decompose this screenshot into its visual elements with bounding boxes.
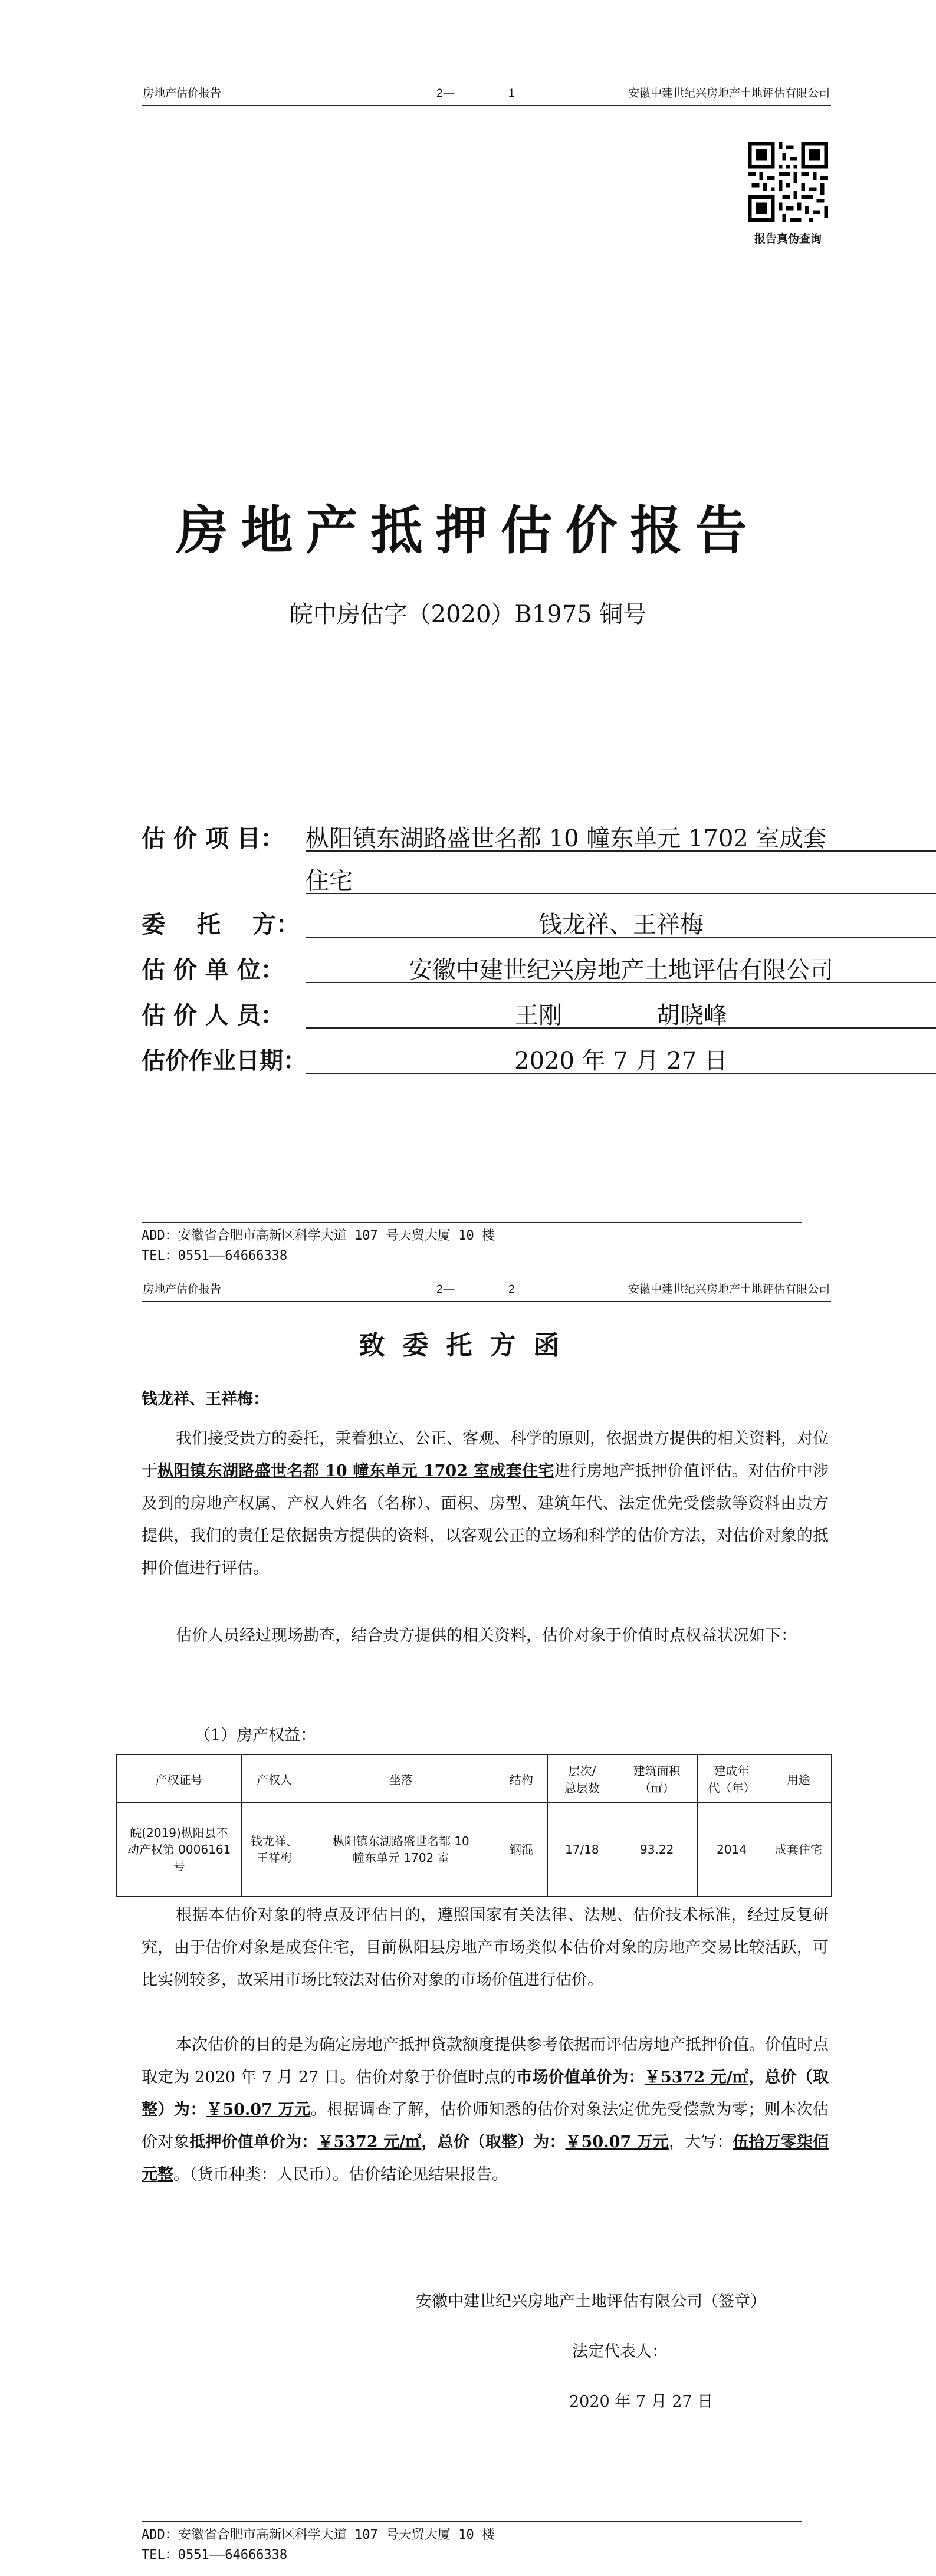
page-header [142,1280,831,1302]
subsection-label: （1）房产权益： [195,1726,317,1744]
paragraph-text: 我们接受贵方的委托，秉着独立、公正、客观、科学的原则，依据贵方提供的相关资料，对位于 [142,1430,829,1480]
paragraph-text: ，大写： [668,2133,733,2151]
table-header: 坐落 [307,1755,495,1803]
table-header: 建筑面积 （㎡） [616,1755,698,1803]
table-cell: 成套住宅 [766,1803,832,1897]
header-page-number: 2 [508,1283,515,1296]
property-rights-table [116,1754,832,1897]
mortgage-total: ￥50.07 万元 [565,2133,669,2151]
paragraph-text: 。根据调查了解，估价师知悉的估价对象法定优先受偿款为零；则本次估价对象 [142,2101,829,2151]
info-value: 王刚 胡晓峰 [306,997,936,1029]
market-total-label: ，总价（取整）为： [142,2068,829,2119]
info-value: 枞阳镇东湖路盛世名都 10 幢东单元 1702 室成套 [306,820,936,852]
header-report-name: 房地产估价报告 [143,87,222,100]
market-unit-price: ￥5372 元/㎡ [644,2068,749,2087]
footer-address: ADD：安徽省合肥市高新区科学大道 107 号天贸大厦 10 楼 [142,2528,495,2542]
table-cell: 93.22 [616,1803,698,1897]
legal-representative-label: 法定代表人： [572,2342,668,2361]
letter-paragraph-4 [142,2029,829,2191]
header-company: 安徽中建世纪兴房地产土地评估有限公司 [628,1283,830,1296]
letter-paragraph-3: 根据本估价对象的特点及评估目的，遵照国家有关法律、法规、估价技术标准，经过反复研究，由于估价对象是成套住宅，目前枞阳县房地产市场类似本估价对象的房地产交易比较活跃，可比实例较多，故采用市场比较法对估价对象的市场价值进行估价。 [142,1906,829,1989]
header-page-number: 1 [508,87,515,100]
header-dash: 2— [436,1283,455,1296]
table-header: 建成年 代（年） [697,1755,766,1803]
letter-title: 致委托方函 [359,1330,577,1361]
letter-paragraph-1 [142,1422,829,1585]
signature-company: 安徽中建世纪兴房地产土地评估有限公司（签章） [416,2292,766,2311]
info-label: 委 托 方： [142,911,300,938]
table-header: 结构 [495,1755,548,1803]
header-dash: 2— [436,87,455,100]
footer-address: ADD：安徽省合肥市高新区科学大道 107 号天贸大厦 10 楼 [142,1228,495,1243]
mortgage-unit-price: ￥5372 元/㎡ [317,2133,422,2151]
table-cell: 枞阳镇东湖路盛世名都 10 幢东单元 1702 室 [307,1803,495,1897]
info-value: 安徽中建世纪兴房地产土地评估有限公司 [306,951,936,983]
header-company: 安徽中建世纪兴房地产土地评估有限公司 [628,87,830,100]
info-label: 估 价 单 位： [142,956,284,984]
letter-paragraph-2: 估价人员经过现场勘查，结合贵方提供的相关资料，估价对象于价值时点权益状况如下： [176,1627,797,1645]
amount-in-words: 伍拾万零柒佰元整 [142,2133,829,2184]
letter-date: 2020 年 7 月 27 日 [569,2393,714,2411]
market-unit-price-label: 市场价值单价为： [516,2068,645,2087]
paragraph-text: 进行房地产抵押价值评估。对估价中涉及到的房地产权属、产权人姓名（名称）、面积、房型、建筑年代、法定优先受偿款等资料由贵方提供，我们的责任是依据贵方提供的资料，以客观公正的立场和科学的估价方法，对估价对象的抵押价值进行评估。 [142,1462,829,1578]
table-cell: 皖(2019)枞阳县不 动产权第 0006161 号 [117,1803,242,1897]
footer-tel: TEL：0551——64666338 [142,2548,288,2562]
header-report-name: 房地产估价报告 [143,1283,222,1296]
table-header: 用途 [766,1755,832,1803]
market-total: ￥50.07 万元 [206,2101,311,2119]
info-value-continued: 住宅 [306,862,936,894]
info-value: 钱龙祥、王祥梅 [306,906,936,938]
table-header: 层次/ 总层数 [548,1755,616,1803]
info-label: 估 价 人 员： [142,1001,284,1029]
table-header-row [117,1755,832,1803]
letter-salutation: 钱龙祥、王祥梅： [142,1390,269,1408]
mortgage-unit-price-label: 抵押价值单价为： [189,2133,318,2151]
qr-caption: 报告真伪查询 [754,232,822,245]
mortgage-total-label: ，总价（取整）为： [421,2133,566,2151]
paragraph-text: 。（货币种类：人民币）。估价结论见结果报告。 [173,2166,508,2184]
table-cell: 2014 [697,1803,766,1897]
table-header: 产权人 [242,1755,307,1803]
report-reference-number: 皖中房估字（2020）B1975 铜号 [289,601,647,628]
footer-tel: TEL：0551——64666338 [142,1248,288,1263]
report-title: 房地产抵押估价报告 [176,500,760,561]
info-label: 估价作业日期： [142,1047,307,1075]
info-label: 估 价 项 目： [142,824,284,852]
table-cell: 17/18 [548,1803,616,1897]
property-address: 枞阳镇东湖路盛世名都 10 幢东单元 1702 室成套住宅 [157,1462,554,1480]
table-cell: 钢混 [495,1803,548,1897]
page-footer [142,2521,802,2565]
table-row [117,1803,832,1897]
paragraph-text: 本次估价的目的是为确定房地产抵押贷款额度提供参考依据而评估房地产抵押价值。价值时点取定为 2020 年 7 月 27 日。估价对象于价值时点的 [142,2036,829,2087]
table-cell: 钱龙祥、 王祥梅 [242,1803,307,1897]
table-header: 产权证号 [117,1755,242,1803]
info-value: 2020 年 7 月 27 日 [306,1042,936,1074]
